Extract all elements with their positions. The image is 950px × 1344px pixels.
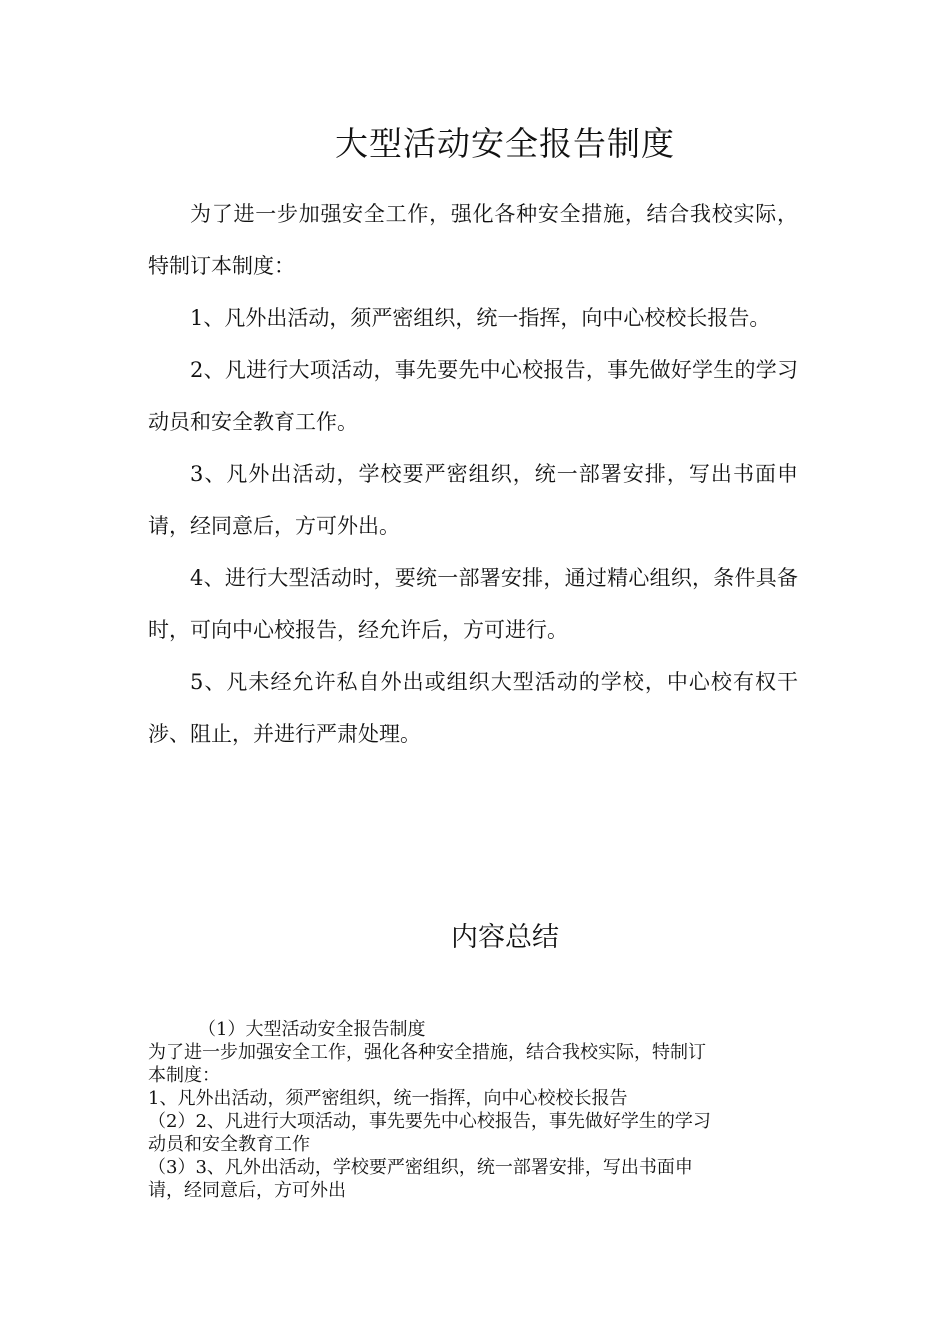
rule-paragraph-1: 1、凡外出活动，须严密组织，统一指挥，向中心校校长报告。 [190,306,771,330]
rule-paragraph-4: 4、进行大型活动时，要统一部署安排，通过精心组织，条件具备时，可向中心校报告，经允许后，方可进行。 [148,566,798,642]
intro-paragraph: 为了进一步加强安全工作，强化各种安全措施，结合我校实际，特制订本制度： [148,202,798,278]
rule-paragraph-5: 5、凡未经允许私自外出或组织大型活动的学校，中心校有权干涉、阻止，并进行严肃处理。 [148,670,798,746]
summary-line: （2）2、凡进行大项活动，事先要先中心校报告，事先做好学生的学习 [148,1111,711,1132]
summary-line: （1）大型活动安全报告制度 [198,1019,426,1040]
summary-title: 内容总结 [451,922,559,953]
rule-paragraph-2: 2、凡进行大项活动，事先要先中心校报告，事先做好学生的学习动员和安全教育工作。 [148,358,798,434]
summary-line: 动员和安全教育工作 [148,1134,310,1155]
summary-line: 为了进一步加强安全工作，强化各种安全措施，结合我校实际，特制订 [148,1042,706,1063]
document-title: 大型活动安全报告制度 [335,124,675,163]
summary-line: 1、凡外出活动，须严密组织，统一指挥，向中心校校长报告 [148,1088,628,1109]
summary-line: 本制度： [148,1065,220,1086]
summary-body [148,1018,798,1202]
document-body [148,188,798,760]
summary-line: （3）3、凡外出活动，学校要严密组织，统一部署安排，写出书面申 [148,1157,693,1178]
summary-line: 请，经同意后，方可外出 [148,1180,346,1201]
rule-paragraph-3: 3、凡外出活动，学校要严密组织，统一部署安排，写出书面申请，经同意后，方可外出。 [148,462,798,538]
